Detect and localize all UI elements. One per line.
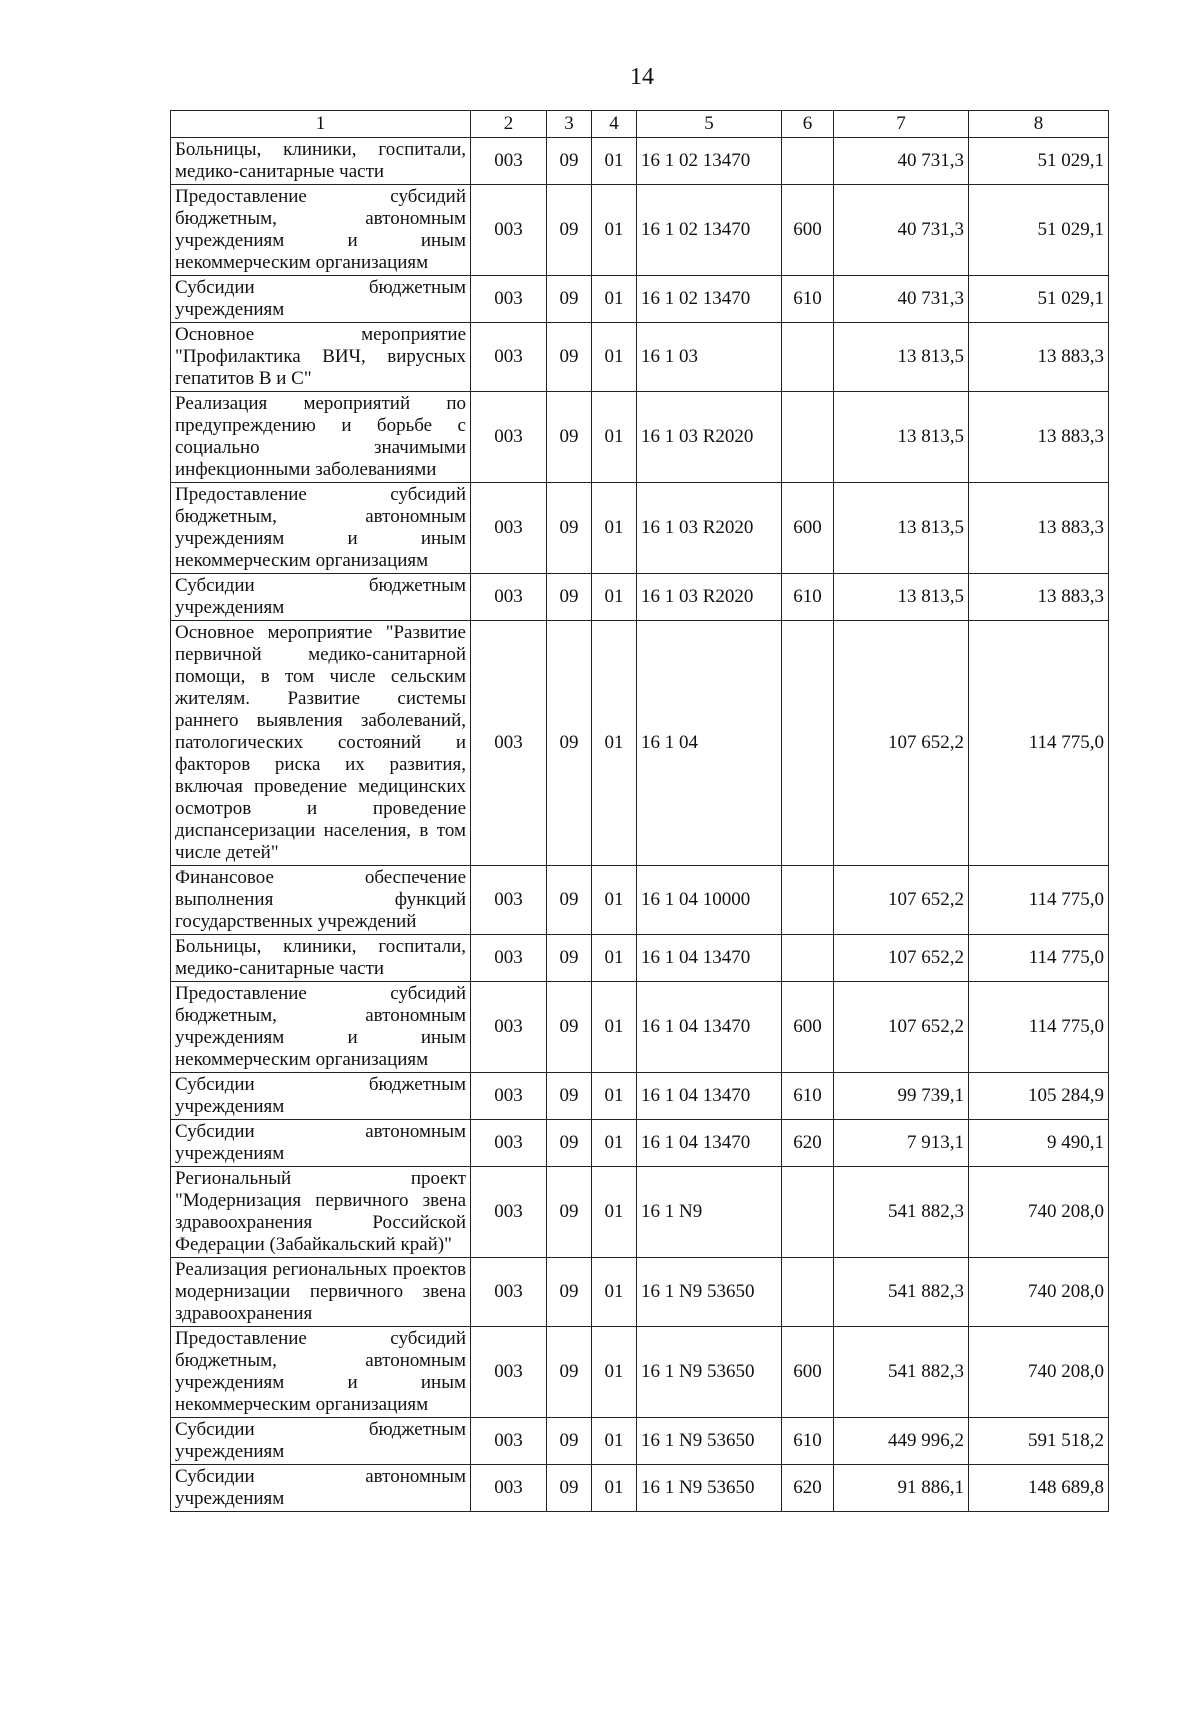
cell-expense-type [782, 138, 834, 185]
cell-code-section: 09 [547, 483, 592, 574]
table-row [171, 483, 1109, 574]
row-description: Субсидии бюджетным учреждениям [171, 574, 471, 621]
cell-amount-year1: 13 813,5 [834, 323, 969, 392]
cell-code-admin: 003 [471, 483, 547, 574]
cell-amount-year2: 51 029,1 [969, 138, 1109, 185]
cell-target-article: 16 1 N9 53650 [637, 1465, 782, 1512]
cell-code-section: 09 [547, 323, 592, 392]
header-row [171, 111, 1109, 138]
cell-expense-type [782, 621, 834, 866]
cell-expense-type: 610 [782, 574, 834, 621]
cell-code-admin: 003 [471, 138, 547, 185]
table-row [171, 621, 1109, 866]
row-description: Больницы, клиники, госпитали, медико-санитарные части [171, 138, 471, 185]
cell-code-subsection: 01 [592, 1167, 637, 1258]
table-row [171, 276, 1109, 323]
cell-amount-year1: 40 731,3 [834, 138, 969, 185]
cell-code-subsection: 01 [592, 323, 637, 392]
cell-amount-year1: 13 813,5 [834, 392, 969, 483]
cell-expense-type: 610 [782, 1073, 834, 1120]
row-description: Субсидии бюджетным учреждениям [171, 1073, 471, 1120]
cell-target-article: 16 1 N9 [637, 1167, 782, 1258]
cell-code-subsection: 01 [592, 574, 637, 621]
cell-code-section: 09 [547, 621, 592, 866]
cell-code-section: 09 [547, 866, 592, 935]
cell-code-subsection: 01 [592, 866, 637, 935]
column-header: 6 [782, 111, 834, 138]
cell-target-article: 16 1 N9 53650 [637, 1327, 782, 1418]
cell-target-article: 16 1 N9 53650 [637, 1258, 782, 1327]
cell-code-section: 09 [547, 574, 592, 621]
cell-code-admin: 003 [471, 1073, 547, 1120]
row-description: Субсидии бюджетным учреждениям [171, 276, 471, 323]
page-number: 14 [630, 64, 654, 90]
cell-code-subsection: 01 [592, 185, 637, 276]
cell-amount-year2: 51 029,1 [969, 185, 1109, 276]
row-description: Предоставление субсидий бюджетным, автономным учреждениям и иным некоммерческим организациям [171, 982, 471, 1073]
cell-code-subsection: 01 [592, 982, 637, 1073]
cell-expense-type: 600 [782, 1327, 834, 1418]
cell-expense-type: 620 [782, 1120, 834, 1167]
cell-code-subsection: 01 [592, 1073, 637, 1120]
column-header: 5 [637, 111, 782, 138]
table-row [171, 866, 1109, 935]
cell-code-section: 09 [547, 1073, 592, 1120]
cell-expense-type [782, 323, 834, 392]
cell-code-section: 09 [547, 392, 592, 483]
cell-target-article: 16 1 02 13470 [637, 276, 782, 323]
cell-code-admin: 003 [471, 1258, 547, 1327]
cell-code-section: 09 [547, 982, 592, 1073]
cell-code-subsection: 01 [592, 935, 637, 982]
cell-code-admin: 003 [471, 866, 547, 935]
cell-amount-year2: 51 029,1 [969, 276, 1109, 323]
table-row [171, 323, 1109, 392]
cell-code-subsection: 01 [592, 1418, 637, 1465]
cell-amount-year1: 541 882,3 [834, 1258, 969, 1327]
cell-expense-type: 610 [782, 276, 834, 323]
row-description: Субсидии автономным учреждениям [171, 1120, 471, 1167]
cell-code-admin: 003 [471, 392, 547, 483]
cell-amount-year2: 114 775,0 [969, 866, 1109, 935]
column-header: 4 [592, 111, 637, 138]
cell-code-admin: 003 [471, 276, 547, 323]
cell-amount-year1: 91 886,1 [834, 1465, 969, 1512]
cell-code-admin: 003 [471, 1465, 547, 1512]
cell-code-admin: 003 [471, 1167, 547, 1258]
cell-code-subsection: 01 [592, 276, 637, 323]
cell-code-section: 09 [547, 138, 592, 185]
row-description: Региональный проект "Модернизация первичного звена здравоохранения Российской Федерации (Забайкальский край)" [171, 1167, 471, 1258]
cell-target-article: 16 1 03 R2020 [637, 574, 782, 621]
cell-code-subsection: 01 [592, 1258, 637, 1327]
cell-expense-type: 600 [782, 982, 834, 1073]
cell-target-article: 16 1 04 13470 [637, 1073, 782, 1120]
column-header: 7 [834, 111, 969, 138]
cell-target-article: 16 1 04 13470 [637, 982, 782, 1073]
row-description: Основное мероприятие "Развитие первичной медико-санитарной помощи, в том числе сельским жителям. Развитие системы раннего выявления заболеваний, патологических состояний и факторов риска их развития, включая проведение медицинских осмотров и проведение диспансеризации населения, в том числе детей" [171, 621, 471, 866]
cell-amount-year1: 13 813,5 [834, 574, 969, 621]
cell-code-admin: 003 [471, 982, 547, 1073]
cell-amount-year1: 40 731,3 [834, 276, 969, 323]
cell-amount-year2: 105 284,9 [969, 1073, 1109, 1120]
cell-amount-year1: 40 731,3 [834, 185, 969, 276]
cell-code-subsection: 01 [592, 392, 637, 483]
cell-target-article: 16 1 04 10000 [637, 866, 782, 935]
cell-target-article: 16 1 04 [637, 621, 782, 866]
cell-code-section: 09 [547, 276, 592, 323]
table-row [171, 392, 1109, 483]
cell-target-article: 16 1 N9 53650 [637, 1418, 782, 1465]
cell-code-section: 09 [547, 1327, 592, 1418]
cell-target-article: 16 1 02 13470 [637, 138, 782, 185]
row-description: Предоставление субсидий бюджетным, автономным учреждениям и иным некоммерческим организациям [171, 185, 471, 276]
table-row [171, 574, 1109, 621]
cell-amount-year1: 13 813,5 [834, 483, 969, 574]
cell-amount-year2: 114 775,0 [969, 982, 1109, 1073]
cell-amount-year2: 13 883,3 [969, 392, 1109, 483]
cell-expense-type: 600 [782, 185, 834, 276]
table-row [171, 185, 1109, 276]
cell-code-section: 09 [547, 1418, 592, 1465]
cell-amount-year2: 114 775,0 [969, 621, 1109, 866]
cell-amount-year1: 107 652,2 [834, 621, 969, 866]
row-description: Субсидии автономным учреждениям [171, 1465, 471, 1512]
cell-code-subsection: 01 [592, 483, 637, 574]
cell-code-subsection: 01 [592, 138, 637, 185]
cell-target-article: 16 1 04 13470 [637, 1120, 782, 1167]
cell-code-section: 09 [547, 935, 592, 982]
cell-code-admin: 003 [471, 1120, 547, 1167]
cell-amount-year2: 740 208,0 [969, 1327, 1109, 1418]
cell-amount-year2: 740 208,0 [969, 1258, 1109, 1327]
cell-code-admin: 003 [471, 935, 547, 982]
cell-code-subsection: 01 [592, 1465, 637, 1512]
cell-amount-year1: 449 996,2 [834, 1418, 969, 1465]
cell-code-section: 09 [547, 1258, 592, 1327]
cell-amount-year2: 9 490,1 [969, 1120, 1109, 1167]
table-row [171, 935, 1109, 982]
cell-amount-year1: 107 652,2 [834, 982, 969, 1073]
column-header: 2 [471, 111, 547, 138]
cell-expense-type [782, 866, 834, 935]
cell-code-section: 09 [547, 1120, 592, 1167]
column-header: 3 [547, 111, 592, 138]
cell-expense-type: 620 [782, 1465, 834, 1512]
table-row [171, 1073, 1109, 1120]
cell-code-admin: 003 [471, 185, 547, 276]
cell-target-article: 16 1 04 13470 [637, 935, 782, 982]
row-description: Предоставление субсидий бюджетным, автономным учреждениям и иным некоммерческим организациям [171, 1327, 471, 1418]
cell-code-admin: 003 [471, 621, 547, 866]
row-description: Финансовое обеспечение выполнения функций государственных учреждений [171, 866, 471, 935]
cell-code-admin: 003 [471, 574, 547, 621]
row-description: Больницы, клиники, госпитали, медико-санитарные части [171, 935, 471, 982]
cell-target-article: 16 1 03 R2020 [637, 483, 782, 574]
table-row [171, 1167, 1109, 1258]
column-header: 1 [171, 111, 471, 138]
row-description: Реализация региональных проектов модернизации первичного звена здравоохранения [171, 1258, 471, 1327]
cell-code-section: 09 [547, 1465, 592, 1512]
cell-target-article: 16 1 03 [637, 323, 782, 392]
cell-amount-year1: 7 913,1 [834, 1120, 969, 1167]
cell-amount-year2: 740 208,0 [969, 1167, 1109, 1258]
row-description: Реализация мероприятий по предупреждению и борьбе с социально значимыми инфекционными заболеваниями [171, 392, 471, 483]
table-body [171, 138, 1109, 1512]
cell-code-admin: 003 [471, 323, 547, 392]
cell-expense-type [782, 392, 834, 483]
cell-expense-type [782, 935, 834, 982]
cell-amount-year2: 13 883,3 [969, 483, 1109, 574]
budget-table [170, 110, 1109, 1512]
cell-code-subsection: 01 [592, 621, 637, 866]
cell-code-subsection: 01 [592, 1120, 637, 1167]
cell-code-admin: 003 [471, 1327, 547, 1418]
table-row [171, 1120, 1109, 1167]
table-row [171, 1418, 1109, 1465]
cell-expense-type: 610 [782, 1418, 834, 1465]
column-header: 8 [969, 111, 1109, 138]
row-description: Предоставление субсидий бюджетным, автономным учреждениям и иным некоммерческим организациям [171, 483, 471, 574]
cell-code-section: 09 [547, 185, 592, 276]
cell-expense-type [782, 1258, 834, 1327]
table-row [171, 982, 1109, 1073]
cell-amount-year1: 107 652,2 [834, 866, 969, 935]
cell-amount-year2: 114 775,0 [969, 935, 1109, 982]
cell-amount-year2: 591 518,2 [969, 1418, 1109, 1465]
cell-amount-year1: 541 882,3 [834, 1167, 969, 1258]
cell-amount-year2: 13 883,3 [969, 323, 1109, 392]
table-row [171, 1327, 1109, 1418]
table-row [171, 1465, 1109, 1512]
table-row [171, 138, 1109, 185]
row-description: Основное мероприятие "Профилактика ВИЧ, вирусных гепатитов В и С" [171, 323, 471, 392]
cell-amount-year1: 541 882,3 [834, 1327, 969, 1418]
cell-expense-type: 600 [782, 483, 834, 574]
table-header [171, 111, 1109, 138]
cell-code-admin: 003 [471, 1418, 547, 1465]
cell-expense-type [782, 1167, 834, 1258]
cell-code-subsection: 01 [592, 1327, 637, 1418]
cell-target-article: 16 1 02 13470 [637, 185, 782, 276]
row-description: Субсидии бюджетным учреждениям [171, 1418, 471, 1465]
cell-target-article: 16 1 03 R2020 [637, 392, 782, 483]
cell-amount-year2: 148 689,8 [969, 1465, 1109, 1512]
cell-amount-year1: 99 739,1 [834, 1073, 969, 1120]
cell-amount-year1: 107 652,2 [834, 935, 969, 982]
cell-amount-year2: 13 883,3 [969, 574, 1109, 621]
table-row [171, 1258, 1109, 1327]
cell-code-section: 09 [547, 1167, 592, 1258]
